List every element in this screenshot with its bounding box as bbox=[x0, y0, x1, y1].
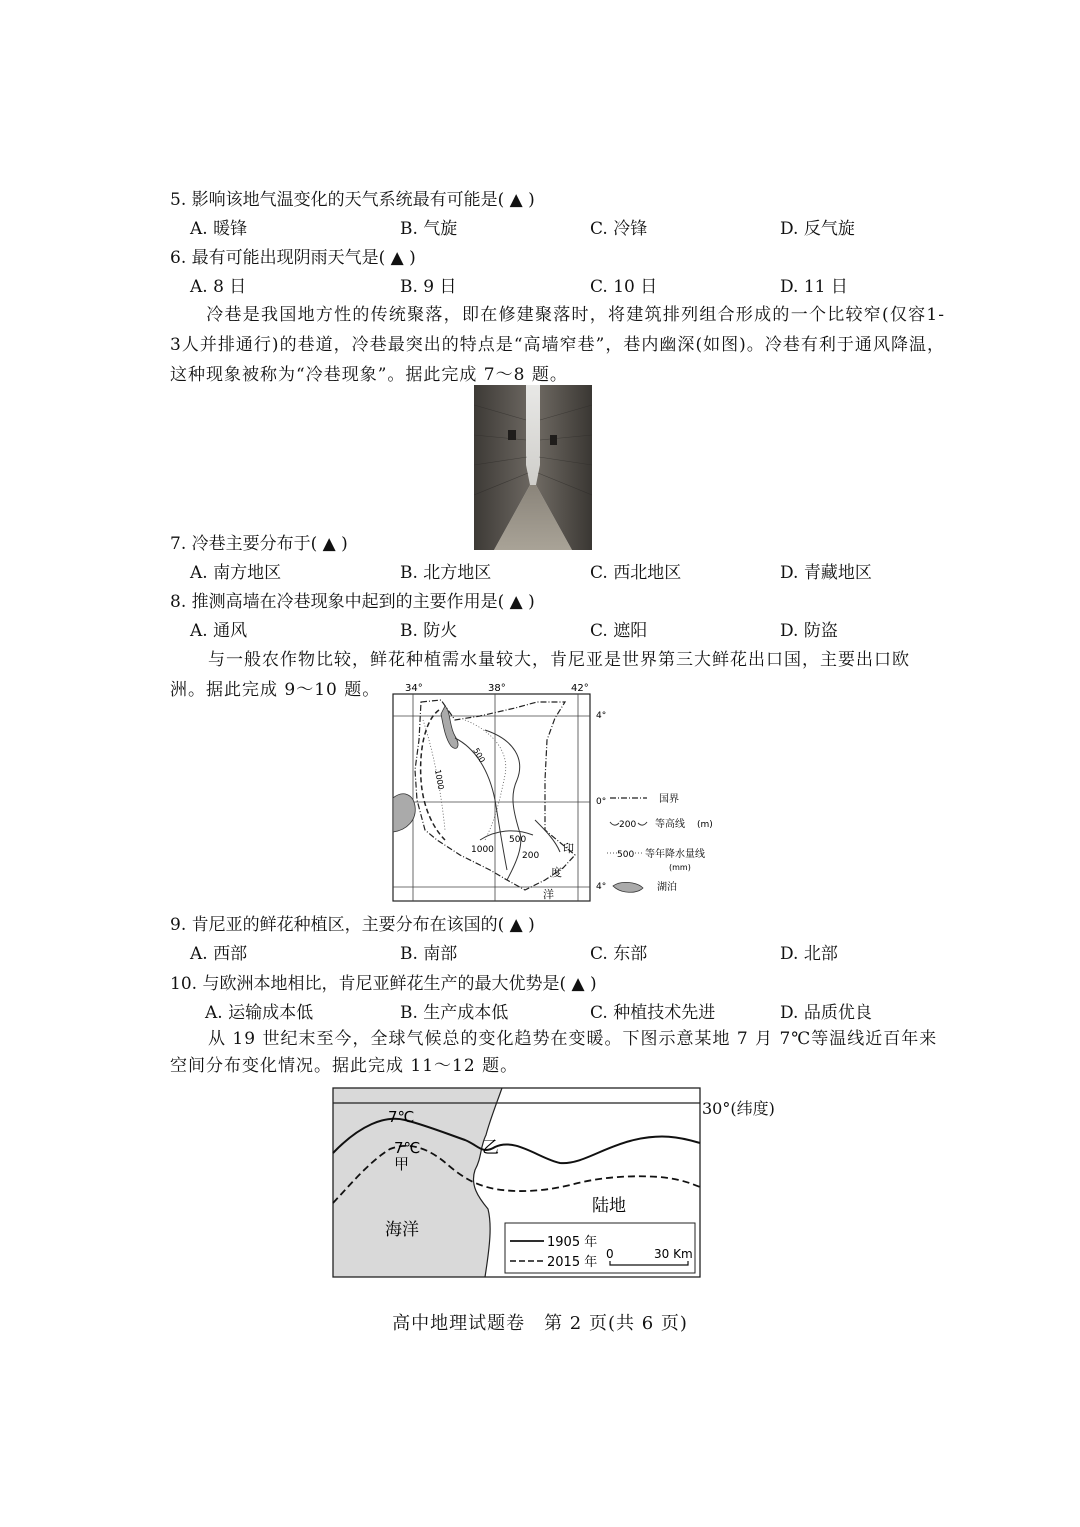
legend-border: 国界 bbox=[659, 794, 679, 805]
q7-option-d: D. 青藏地区 bbox=[780, 563, 872, 583]
q5-stem: 5. 影响该地气温变化的天气系统最有可能是( ▲ ) bbox=[170, 190, 535, 210]
iso-label-2015: 7℃ bbox=[394, 1139, 421, 1157]
q5-option-b: B. 气旋 bbox=[400, 219, 458, 239]
lon-label-38: 38° bbox=[488, 683, 506, 694]
q8-option-d: D. 防盗 bbox=[780, 621, 838, 641]
land-label: 陆地 bbox=[592, 1196, 626, 1216]
lat-label-4s: 4° bbox=[596, 882, 607, 892]
q9-option-d: D. 北部 bbox=[780, 944, 838, 964]
legend-contour: 等高线 bbox=[655, 819, 685, 830]
ocean-char-yin: 印 bbox=[563, 842, 574, 855]
q6-stem: 6. 最有可能出现阴雨天气是( ▲ ) bbox=[170, 248, 416, 268]
q10-option-b: B. 生产成本低 bbox=[400, 1003, 509, 1023]
q6-option-c: C. 10 日 bbox=[590, 277, 658, 297]
q10-option-a: A. 运输成本低 bbox=[205, 1003, 314, 1023]
q8-option-b: B. 防火 bbox=[400, 621, 458, 641]
q10-option-c: C. 种植技术先进 bbox=[590, 1003, 716, 1023]
alley-photo bbox=[474, 385, 592, 550]
q5-option-c: C. 冷锋 bbox=[590, 219, 648, 239]
lat-label-30: 30°(纬度) bbox=[702, 1099, 775, 1118]
ocean-label: 海洋 bbox=[385, 1220, 419, 1240]
q6-option-d: D. 11 日 bbox=[780, 277, 848, 297]
passage-cold-alley: 冷巷是我国地方性的传统聚落，即在修建聚落时，将建筑排列组合形成的一个比较窄(仅容1-3人并排通行)的巷道，冷巷最突出的特点是“高墙窄巷”，巷内幽深(如图)。冷巷有利于通风降温，这种现象被称为“冷巷现象”。据此完成 7～8 题。 bbox=[170, 305, 945, 385]
legend-isohyet-value: 500 bbox=[617, 850, 635, 860]
lon-label-42: 42° bbox=[571, 683, 589, 694]
q7-option-c: C. 西北地区 bbox=[590, 563, 682, 583]
lat-label-4n: 4° bbox=[596, 711, 607, 721]
lat-label-0: 0° bbox=[596, 797, 607, 807]
scale-0: 0 bbox=[606, 1247, 614, 1261]
q7-stem: 7. 冷巷主要分布于( ▲ ) bbox=[170, 534, 348, 554]
passage-kenya-line1: 与一般农作物比较，鲜花种植需水量较大，肯尼亚是世界第三大鲜花出口国，主要出口欧 bbox=[208, 650, 910, 670]
q6-option-a: A. 8 日 bbox=[190, 277, 247, 297]
q7-option-a: A. 南方地区 bbox=[190, 563, 282, 583]
q8-option-a: A. 通风 bbox=[190, 621, 248, 641]
legend-2015: 2015 年 bbox=[547, 1255, 598, 1270]
q9-stem: 9. 肯尼亚的鲜花种植区，主要分布在该国的( ▲ ) bbox=[170, 915, 535, 935]
q6-option-b: B. 9 日 bbox=[400, 277, 457, 297]
q9-option-b: B. 南部 bbox=[400, 944, 458, 964]
q9-option-a: A. 西部 bbox=[190, 944, 248, 964]
q5-option-a: A. 暖锋 bbox=[190, 219, 248, 239]
contour-label-500-south: 500 bbox=[509, 835, 527, 845]
q7-option-b: B. 北方地区 bbox=[400, 563, 492, 583]
contour-label-1000-south: 1000 bbox=[471, 845, 494, 855]
point-jia: 甲 bbox=[394, 1155, 410, 1173]
iso-label-1905: 7℃ bbox=[388, 1108, 415, 1126]
q5-option-d: D. 反气旋 bbox=[780, 219, 855, 239]
q10-option-d: D. 品质优良 bbox=[780, 1003, 872, 1023]
ocean-char-du: 度 bbox=[551, 866, 562, 879]
legend-lake: 湖泊 bbox=[657, 882, 677, 893]
contour-label-1000-north: 1000 bbox=[433, 768, 446, 791]
point-yi: 乙 bbox=[482, 1138, 499, 1158]
q8-option-c: C. 遮阳 bbox=[590, 621, 648, 641]
page-footer: 高中地理试题卷 第 2 页(共 6 页) bbox=[392, 1313, 688, 1334]
ocean-char-yang: 洋 bbox=[543, 888, 554, 901]
legend-contour-unit: (m) bbox=[697, 820, 713, 830]
q10-stem: 10. 与欧洲本地相比，肯尼亚鲜花生产的最大优势是( ▲ ) bbox=[170, 974, 597, 994]
isohyet-label-500-north: 500 bbox=[471, 746, 487, 765]
contour-label-200: 200 bbox=[522, 851, 540, 861]
passage-kenya-line2: 洲。据此完成 9～10 题。 bbox=[170, 680, 381, 700]
q9-option-c: C. 东部 bbox=[590, 944, 648, 964]
legend-isohyet: 等年降水量线 bbox=[645, 849, 705, 860]
q8-stem: 8. 推测高墙在冷巷现象中起到的主要作用是( ▲ ) bbox=[170, 592, 535, 612]
legend-isohyet-unit: (mm) bbox=[669, 863, 691, 872]
kenya-map bbox=[385, 680, 725, 905]
scale-30km: 30 Km bbox=[654, 1247, 693, 1261]
passage-climate-line1: 从 19 世纪末至今，全球气候总的变化趋势在变暖。下图示意某地 7 月 7℃等温线近百年来 bbox=[208, 1029, 938, 1049]
lon-label-34: 34° bbox=[405, 683, 423, 694]
passage-climate-line2: 空间分布变化情况。据此完成 11～12 题。 bbox=[170, 1056, 519, 1076]
legend-1905: 1905 年 bbox=[547, 1235, 598, 1250]
legend-contour-value: 200 bbox=[619, 820, 637, 830]
